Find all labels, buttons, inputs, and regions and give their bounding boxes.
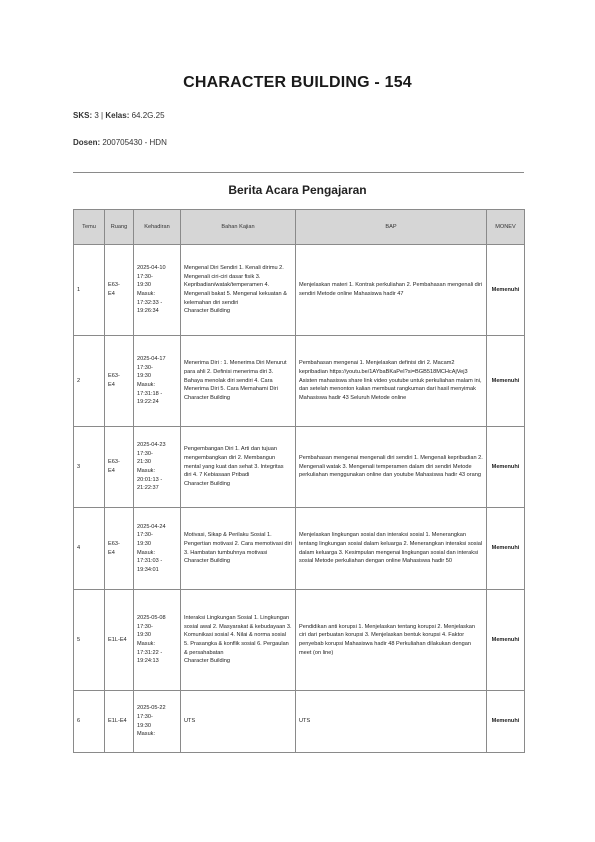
col-header-bap: BAP	[296, 210, 487, 245]
cell-temu: 6	[74, 691, 105, 753]
cell-temu: 5	[74, 590, 105, 691]
divider	[73, 172, 524, 173]
cell-bahan-kajian: Menerima Diri : 1. Menerima Diri Menurut para ahli 2. Definisi menerima diri 3. Bahaya menolak diri sendiri 4. Cara Menerima Diri 5. Cara Memahami Diri Character Building	[181, 336, 296, 427]
cell-kehadiran: 2025-04-23 17:30- 21:30 Masuk: 20:01:13 - 21:22:37	[134, 427, 181, 508]
cell-bap: Pendidikan anti korupsi 1. Menjelaskan tentang korupsi 2. Menjelaskan ciri dari perbuatan korupsi 3. Menjelaskan bentuk korupsi 4. Faktor penyebab korupsi Mahasiswa hadir 48 Perkuliahan dilakukan dengan meet (on line)	[296, 590, 487, 691]
cell-monev: Memenuhi	[487, 508, 525, 590]
cell-monev: Memenuhi	[487, 590, 525, 691]
cell-ruang: E1L-E4	[105, 691, 134, 753]
cell-monev: Memenuhi	[487, 691, 525, 753]
cell-kehadiran: 2025-04-10 17:30- 19:30 Masuk: 17:32:33 - 19:26:34	[134, 245, 181, 336]
cell-ruang: E63- E4	[105, 336, 134, 427]
sks-label: SKS:	[73, 111, 93, 120]
section-title: Berita Acara Pengajaran	[228, 183, 367, 197]
cell-temu: 1	[74, 245, 105, 336]
table-header-row	[74, 210, 525, 245]
cell-ruang: E63- E4	[105, 427, 134, 508]
cell-bap: Menjelaskan lingkungan sosial dan interaksi sosial 1. Menerangkan tentang lingkungan sosial dalam keluarga 2. Menerangkan interaksi sosial dalam keluarga 3. Kesimpulan mengenai lingkungan sosial dan interaksi sosial Metode perkuliahan dengan online Mahasiswa hadir 50	[296, 508, 487, 590]
cell-bap: Pembahasan mengenai 1. Menjelaskan definisi diri 2. Macam2 kepribadian https://youtu.be/1AYbaBKaPeI?si=BGB518MCHcAjVej3 Asisten mahasiswa share link video youtube untuk perkuliahan malam ini, dan setelah menonton kalian membuat rangkuman dari hasil menyimak Mahasiswa hadir 43 Seluruh Metode online	[296, 336, 487, 427]
col-header-temu: Temu	[74, 210, 105, 245]
col-header-bahan-kajian: Bahan Kajian	[181, 210, 296, 245]
course-meta	[73, 111, 165, 120]
col-header-kehadiran: Kehadiran	[134, 210, 181, 245]
col-header-ruang: Ruang	[105, 210, 134, 245]
table-row	[74, 427, 525, 508]
dosen-value: 200705430 - HDN	[102, 138, 167, 147]
cell-ruang: E63- E4	[105, 245, 134, 336]
cell-temu: 4	[74, 508, 105, 590]
meta-separator: |	[101, 111, 104, 120]
bap-table	[73, 209, 525, 753]
col-header-monev: MONEV	[487, 210, 525, 245]
course-title: CHARACTER BUILDING - 154	[183, 74, 412, 91]
cell-bap: Pembahasan mengenai mengenali diri sendiri 1. Mengenali kepribadian 2. Mengenali watak 3. Mengenali temperamen dalam diri sendiri Metode perkuliahan menggunakan online dan youtube Mahasiswa hadir 43 orang	[296, 427, 487, 508]
cell-bap: UTS	[296, 691, 487, 753]
sks-value: 3	[94, 111, 99, 120]
table-row	[74, 691, 525, 753]
cell-temu: 3	[74, 427, 105, 508]
kelas-value: 64.2G.25	[131, 111, 165, 120]
cell-kehadiran: 2025-05-22 17:30- 19:30 Masuk:	[134, 691, 181, 753]
cell-ruang: E63- E4	[105, 508, 134, 590]
cell-bahan-kajian: Motivasi, Sikap & Perilaku Sosial 1. Pengertian motivasi 2. Cara memotivasi diri 3. Hambatan tumbuhnya motivasi Character Building	[181, 508, 296, 590]
cell-kehadiran: 2025-04-17 17:30- 19:30 Masuk: 17:31:18 - 19:22:24	[134, 336, 181, 427]
table-row	[74, 590, 525, 691]
cell-bahan-kajian: Interaksi Lingkungan Sosial 1. Lingkungan sosial awal 2. Masyarakat & kebudayaan 3. Komunikasi sosial 4. Nilai & norma sosial 5. Prasangka & konflik sosial 6. Pergaulan & persahabatan Character Building	[181, 590, 296, 691]
cell-kehadiran: 2025-05-08 17:30- 19:30 Masuk: 17:31:22 - 19:24:13	[134, 590, 181, 691]
cell-bap: Menjelaskan materi 1. Kontrak perkuliahan 2. Pembahasan mengenali diri sendiri Metode online Mahasiswa hadir 47	[296, 245, 487, 336]
cell-bahan-kajian: UTS	[181, 691, 296, 753]
cell-monev: Memenuhi	[487, 245, 525, 336]
cell-kehadiran: 2025-04-24 17:30- 19:30 Masuk: 17:31:03 - 19:34:01	[134, 508, 181, 590]
table-row	[74, 508, 525, 590]
cell-temu: 2	[74, 336, 105, 427]
cell-monev: Memenuhi	[487, 427, 525, 508]
lecturer-meta	[73, 138, 167, 147]
dosen-label: Dosen:	[73, 138, 101, 147]
cell-bahan-kajian: Pengembangan Diri 1. Arti dan tujuan mengembangkan diri 2. Membangun mental yang kuat dan sehat 3. Integritas diri 4. 7 Kebiasaan Pribadi Character Building	[181, 427, 296, 508]
cell-monev: Memenuhi	[487, 336, 525, 427]
kelas-label: Kelas:	[105, 111, 130, 120]
table-row	[74, 336, 525, 427]
cell-bahan-kajian: Mengenal Diri Sendiri 1. Kenali dirimu 2. Mengenali ciri-ciri dasar fisik 3. Kepribadian/watak/temperamen 4. Mengenali bakat 5. Mengenal kekuatan & kelemahan diri sendiri Character Building	[181, 245, 296, 336]
table-row	[74, 245, 525, 336]
cell-ruang: E1L-E4	[105, 590, 134, 691]
